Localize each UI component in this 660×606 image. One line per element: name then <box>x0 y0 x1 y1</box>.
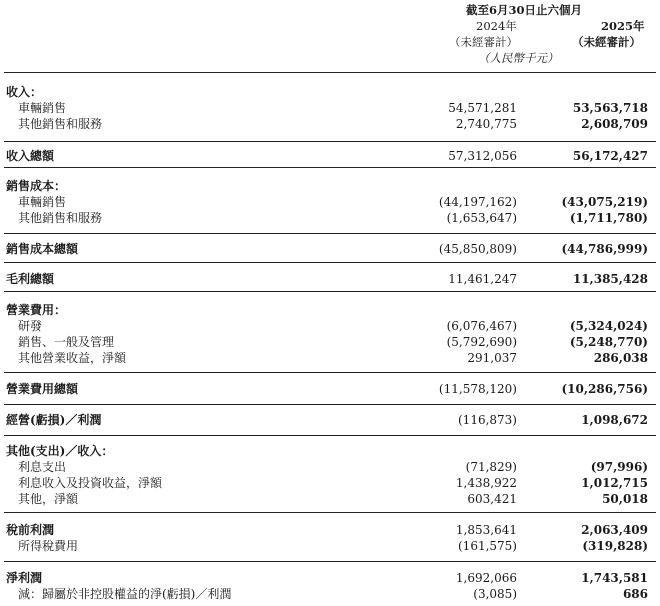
value-2025: (319,828) <box>582 539 648 553</box>
value-2024: (6,076,467) <box>446 319 517 333</box>
value-2025: (10,286,756) <box>561 382 648 396</box>
row-cost-of-sales-heading <box>0 178 660 194</box>
period-header: 截至6月30日止六個月 <box>466 3 583 17</box>
row-revenue-heading <box>0 84 660 100</box>
row-label: 毛利總額 <box>6 272 55 286</box>
row-interest-investment-income <box>0 475 660 491</box>
row-label: 淨利潤 <box>6 571 43 585</box>
value-2024: (71,829) <box>465 460 517 474</box>
row-label: 收入： <box>6 85 43 99</box>
value-2025: 11,385,428 <box>572 272 648 286</box>
header-rule <box>4 72 656 73</box>
row-label: 研發 <box>18 319 43 333</box>
row-label: 車輛銷售 <box>18 101 67 115</box>
row-label: 其他，淨額 <box>18 492 79 506</box>
row-cost-vehicle-sales <box>0 194 660 210</box>
row-label: 其他(支出)／收入： <box>6 444 114 458</box>
row-label: 其他銷售和服務 <box>18 211 103 225</box>
value-2024: (45,850,809) <box>438 242 517 256</box>
value-2024: 291,037 <box>467 351 517 365</box>
row-label: 利息支出 <box>18 460 67 474</box>
divider <box>4 262 656 263</box>
divider <box>4 512 656 513</box>
divider <box>4 404 656 405</box>
value-2025: (5,324,024) <box>569 319 648 333</box>
row-label: 稅前利潤 <box>6 523 55 537</box>
value-2025: 2,063,409 <box>581 523 648 537</box>
row-label: 營業費用： <box>6 303 67 317</box>
row-other-operating-income <box>0 350 660 366</box>
row-total-revenue <box>0 148 660 164</box>
divider <box>4 167 656 168</box>
year-2025-header: 2025年 <box>601 19 645 33</box>
row-label: 銷售、一般及管理 <box>18 335 115 349</box>
value-2025: (1,711,780) <box>569 211 648 225</box>
value-2024: (11,578,120) <box>438 382 517 396</box>
value-2024: (5,792,690) <box>446 335 517 349</box>
currency-header: （人民幣千元） <box>478 51 559 65</box>
value-2024: 11,461,247 <box>448 272 517 286</box>
row-operating-profit <box>0 412 660 428</box>
divider <box>4 372 656 373</box>
row-interest-expense <box>0 459 660 475</box>
divider <box>4 561 656 562</box>
value-2025: 1,743,581 <box>581 571 648 585</box>
row-other-income-heading <box>0 443 660 459</box>
value-2024: (3,085) <box>473 587 517 601</box>
value-2025: 1,098,672 <box>581 413 648 427</box>
row-total-cost-of-sales <box>0 241 660 257</box>
value-2025: (97,996) <box>590 460 648 474</box>
row-net-profit <box>0 570 660 586</box>
row-other-net <box>0 491 660 507</box>
divider <box>4 141 656 142</box>
row-label: 銷售成本： <box>6 179 67 193</box>
row-minority-interest <box>0 586 660 602</box>
row-label: 所得稅費用 <box>18 539 79 553</box>
value-2024: (1,653,647) <box>446 211 517 225</box>
value-2024: 2,740,775 <box>455 117 517 131</box>
value-2024: (116,873) <box>458 413 517 427</box>
value-2025: 53,563,718 <box>572 101 648 115</box>
value-2025: 56,172,427 <box>572 149 648 163</box>
unaudited-2025-header: （未經審計） <box>572 35 641 49</box>
value-2025: (5,248,770) <box>569 335 648 349</box>
divider <box>4 435 656 436</box>
row-sga <box>0 334 660 350</box>
row-label: 利息收入及投資收益，淨額 <box>18 476 163 490</box>
row-total-operating-expenses <box>0 381 660 397</box>
row-label: 減：歸屬於非控股權益的淨(虧損)／利潤 <box>18 587 232 601</box>
value-2024: 1,692,066 <box>455 571 517 585</box>
row-revenue-other <box>0 116 660 132</box>
row-label: 經營(虧損)／利潤 <box>6 413 102 427</box>
row-cost-other <box>0 210 660 226</box>
row-operating-expenses-heading <box>0 302 660 318</box>
row-rnd <box>0 318 660 334</box>
value-2024: (161,575) <box>458 539 517 553</box>
value-2025: (43,075,219) <box>561 195 648 209</box>
divider <box>4 233 656 234</box>
row-label: 收入總額 <box>6 149 55 163</box>
row-profit-before-tax <box>0 522 660 538</box>
value-2025: 686 <box>622 587 648 601</box>
value-2025: 2,608,709 <box>581 117 648 131</box>
row-label: 車輛銷售 <box>18 195 67 209</box>
row-gross-profit <box>0 271 660 287</box>
value-2025: 1,012,715 <box>581 476 648 490</box>
value-2024: 1,438,922 <box>455 476 517 490</box>
divider <box>4 291 656 292</box>
unaudited-2024-header: （未經審計） <box>449 35 518 49</box>
value-2025: (44,786,999) <box>561 242 648 256</box>
value-2024: 603,421 <box>467 492 517 506</box>
value-2025: 286,038 <box>593 351 648 365</box>
row-label: 其他銷售和服務 <box>18 117 103 131</box>
row-label: 銷售成本總額 <box>6 242 79 256</box>
value-2024: 1,853,641 <box>455 523 517 537</box>
value-2025: 50,018 <box>602 492 648 506</box>
value-2024: 57,312,056 <box>448 149 517 163</box>
value-2024: (44,197,162) <box>438 195 517 209</box>
row-label: 營業費用總額 <box>6 382 79 396</box>
row-revenue-vehicle-sales <box>0 100 660 116</box>
row-income-tax <box>0 538 660 554</box>
row-label: 其他營業收益，淨額 <box>18 351 127 365</box>
year-2024-header: 2024年 <box>476 19 517 33</box>
value-2024: 54,571,281 <box>448 101 517 115</box>
